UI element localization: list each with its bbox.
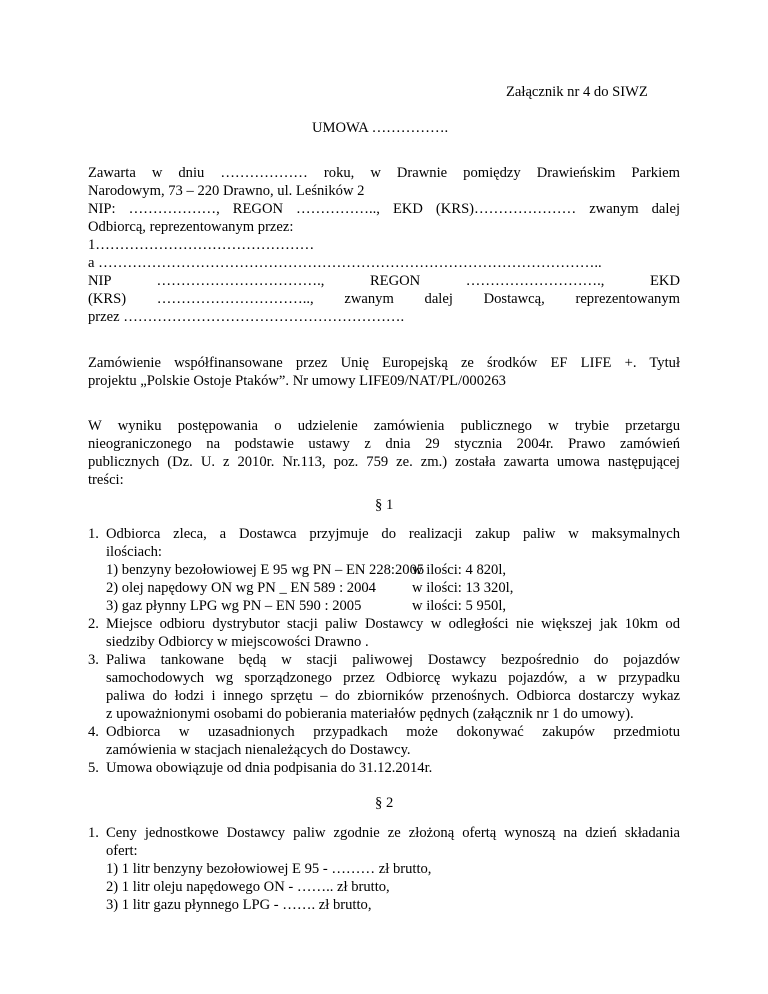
parties-line-4: Odbiorcą, reprezentowanym przez: xyxy=(88,219,294,235)
price-2: 2) 1 litr oleju napędowego ON - …….. zł brutto, xyxy=(106,879,390,895)
preamble-line-2: nieograniczonego na podstawie ustawy z dnia 29 stycznia 2004r. Prawo zamówień xyxy=(88,436,680,452)
section-2-heading: § 2 xyxy=(375,795,394,811)
section-1-item-1-line-1: Odbiorca zleca, a Dostawca przyjmuje do realizacji zakup paliw w maksymalnych xyxy=(106,526,680,542)
price-3: 3) 1 litr gazu płynnego LPG - ……. zł brutto, xyxy=(106,897,372,913)
cofinancing-line-2: projektu „Polskie Ostoje Ptaków”. Nr umowy LIFE09/NAT/PL/000263 xyxy=(88,373,506,389)
preamble-line-3: publicznych (Dz. U. z 2010r. Nr.113, poz. 759 ze. zm.) została zawarta umowa następującej xyxy=(88,454,680,470)
section-1-item-4-line-2: zamówienia w stacjach nienależących do Dostawcy. xyxy=(106,742,411,758)
section-1-item-4-number: 4. xyxy=(88,724,99,740)
section-1-heading: § 1 xyxy=(375,497,394,513)
section-1-item-2-line-2: siedziby Odbiorcy w miejscowości Drawno . xyxy=(106,634,369,650)
section-1-item-3-number: 3. xyxy=(88,652,99,668)
preamble-line-4: treści: xyxy=(88,472,124,488)
parties-line-9: przez …………………………………………………. xyxy=(88,309,405,325)
fuel-2-name: 2) olej napędowy ON wg PN _ EN 589 : 2004 xyxy=(106,580,376,596)
parties-line-1: Zawarta w dniu ……………… roku, w Drawnie pomiędzy Drawieńskim Parkiem xyxy=(88,165,680,181)
contract-title: UMOWA ……………. xyxy=(312,120,449,136)
fuel-2-quantity: w ilości: 13 320l, xyxy=(412,580,514,596)
section-1-item-5-line-1: Umowa obowiązuje od dnia podpisania do 31.12.2014r. xyxy=(106,760,433,776)
section-1-item-1-line-2: ilościach: xyxy=(106,544,162,560)
fuel-1-name: 1) benzyny bezołowiowej E 95 wg PN – EN 228:2005 xyxy=(106,562,425,578)
fuel-1-quantity: w ilości: 4 820l, xyxy=(412,562,507,578)
section-2-item-1-line-2: ofert: xyxy=(106,843,138,859)
parties-line-3: NIP: ………………, REGON …………….., EKD (KRS)………………… zwanym dalej xyxy=(88,201,680,217)
fuel-3-quantity: w ilości: 5 950l, xyxy=(412,598,507,614)
section-1-item-2-line-1: Miejsce odbioru dystrybutor stacji paliw Dostawcy w odległości nie większej jak 10km od xyxy=(106,616,680,632)
section-1-item-3-line-4: z upoważnionymi osobami do pobierania materiałów pędnych (załącznik nr 1 do umowy). xyxy=(106,706,634,722)
parties-line-6: a ………………………………………………………………………………………….. xyxy=(88,255,602,271)
cofinancing-line-1: Zamówienie współfinansowane przez Unię Europejską ze środków EF LIFE +. Tytuł xyxy=(88,355,680,371)
parties-line-2: Narodowym, 73 – 220 Drawno, ul. Leśników 2 xyxy=(88,183,365,199)
section-1-item-4-line-1: Odbiorca w uzasadnionych przypadkach może dokonywać zakupów przedmiotu xyxy=(106,724,680,740)
section-1-item-1-number: 1. xyxy=(88,526,99,542)
section-1-item-2-number: 2. xyxy=(88,616,99,632)
section-2-item-1-number: 1. xyxy=(88,825,99,841)
attachment-label: Załącznik nr 4 do SIWZ xyxy=(506,84,648,100)
preamble-line-1: W wyniku postępowania o udzielenie zamówienia publicznego w trybie przetargu xyxy=(88,418,680,434)
price-1: 1) 1 litr benzyny bezołowiowej E 95 - ……… zł brutto, xyxy=(106,861,432,877)
section-1-item-3-line-3: paliwa do łodzi i innego sprzętu – do zbiorników przenośnych. Odbiorca dostarczy wykaz xyxy=(106,688,680,704)
section-1-item-3-line-2: samochodowych wg sporządzonego przez Odbiorcę wykazu pojazdów, a w przypadku xyxy=(106,670,680,686)
section-1-item-3-line-1: Paliwa tankowane będą w stacji paliwowej Dostawcy bezpośrednio do pojazdów xyxy=(106,652,680,668)
parties-line-5: 1……………………………………… xyxy=(88,237,315,253)
parties-line-7: NIP ……………………………., REGON ………………………., EKD xyxy=(88,273,680,289)
parties-line-8: (KRS) ………………………….., zwanym dalej Dostawcą, reprezentowanym xyxy=(88,291,680,307)
fuel-3-name: 3) gaz płynny LPG wg PN – EN 590 : 2005 xyxy=(106,598,362,614)
section-2-item-1-line-1: Ceny jednostkowe Dostawcy paliw zgodnie ze złożoną ofertą wynoszą na dzień składania xyxy=(106,825,680,841)
section-1-item-5-number: 5. xyxy=(88,760,99,776)
